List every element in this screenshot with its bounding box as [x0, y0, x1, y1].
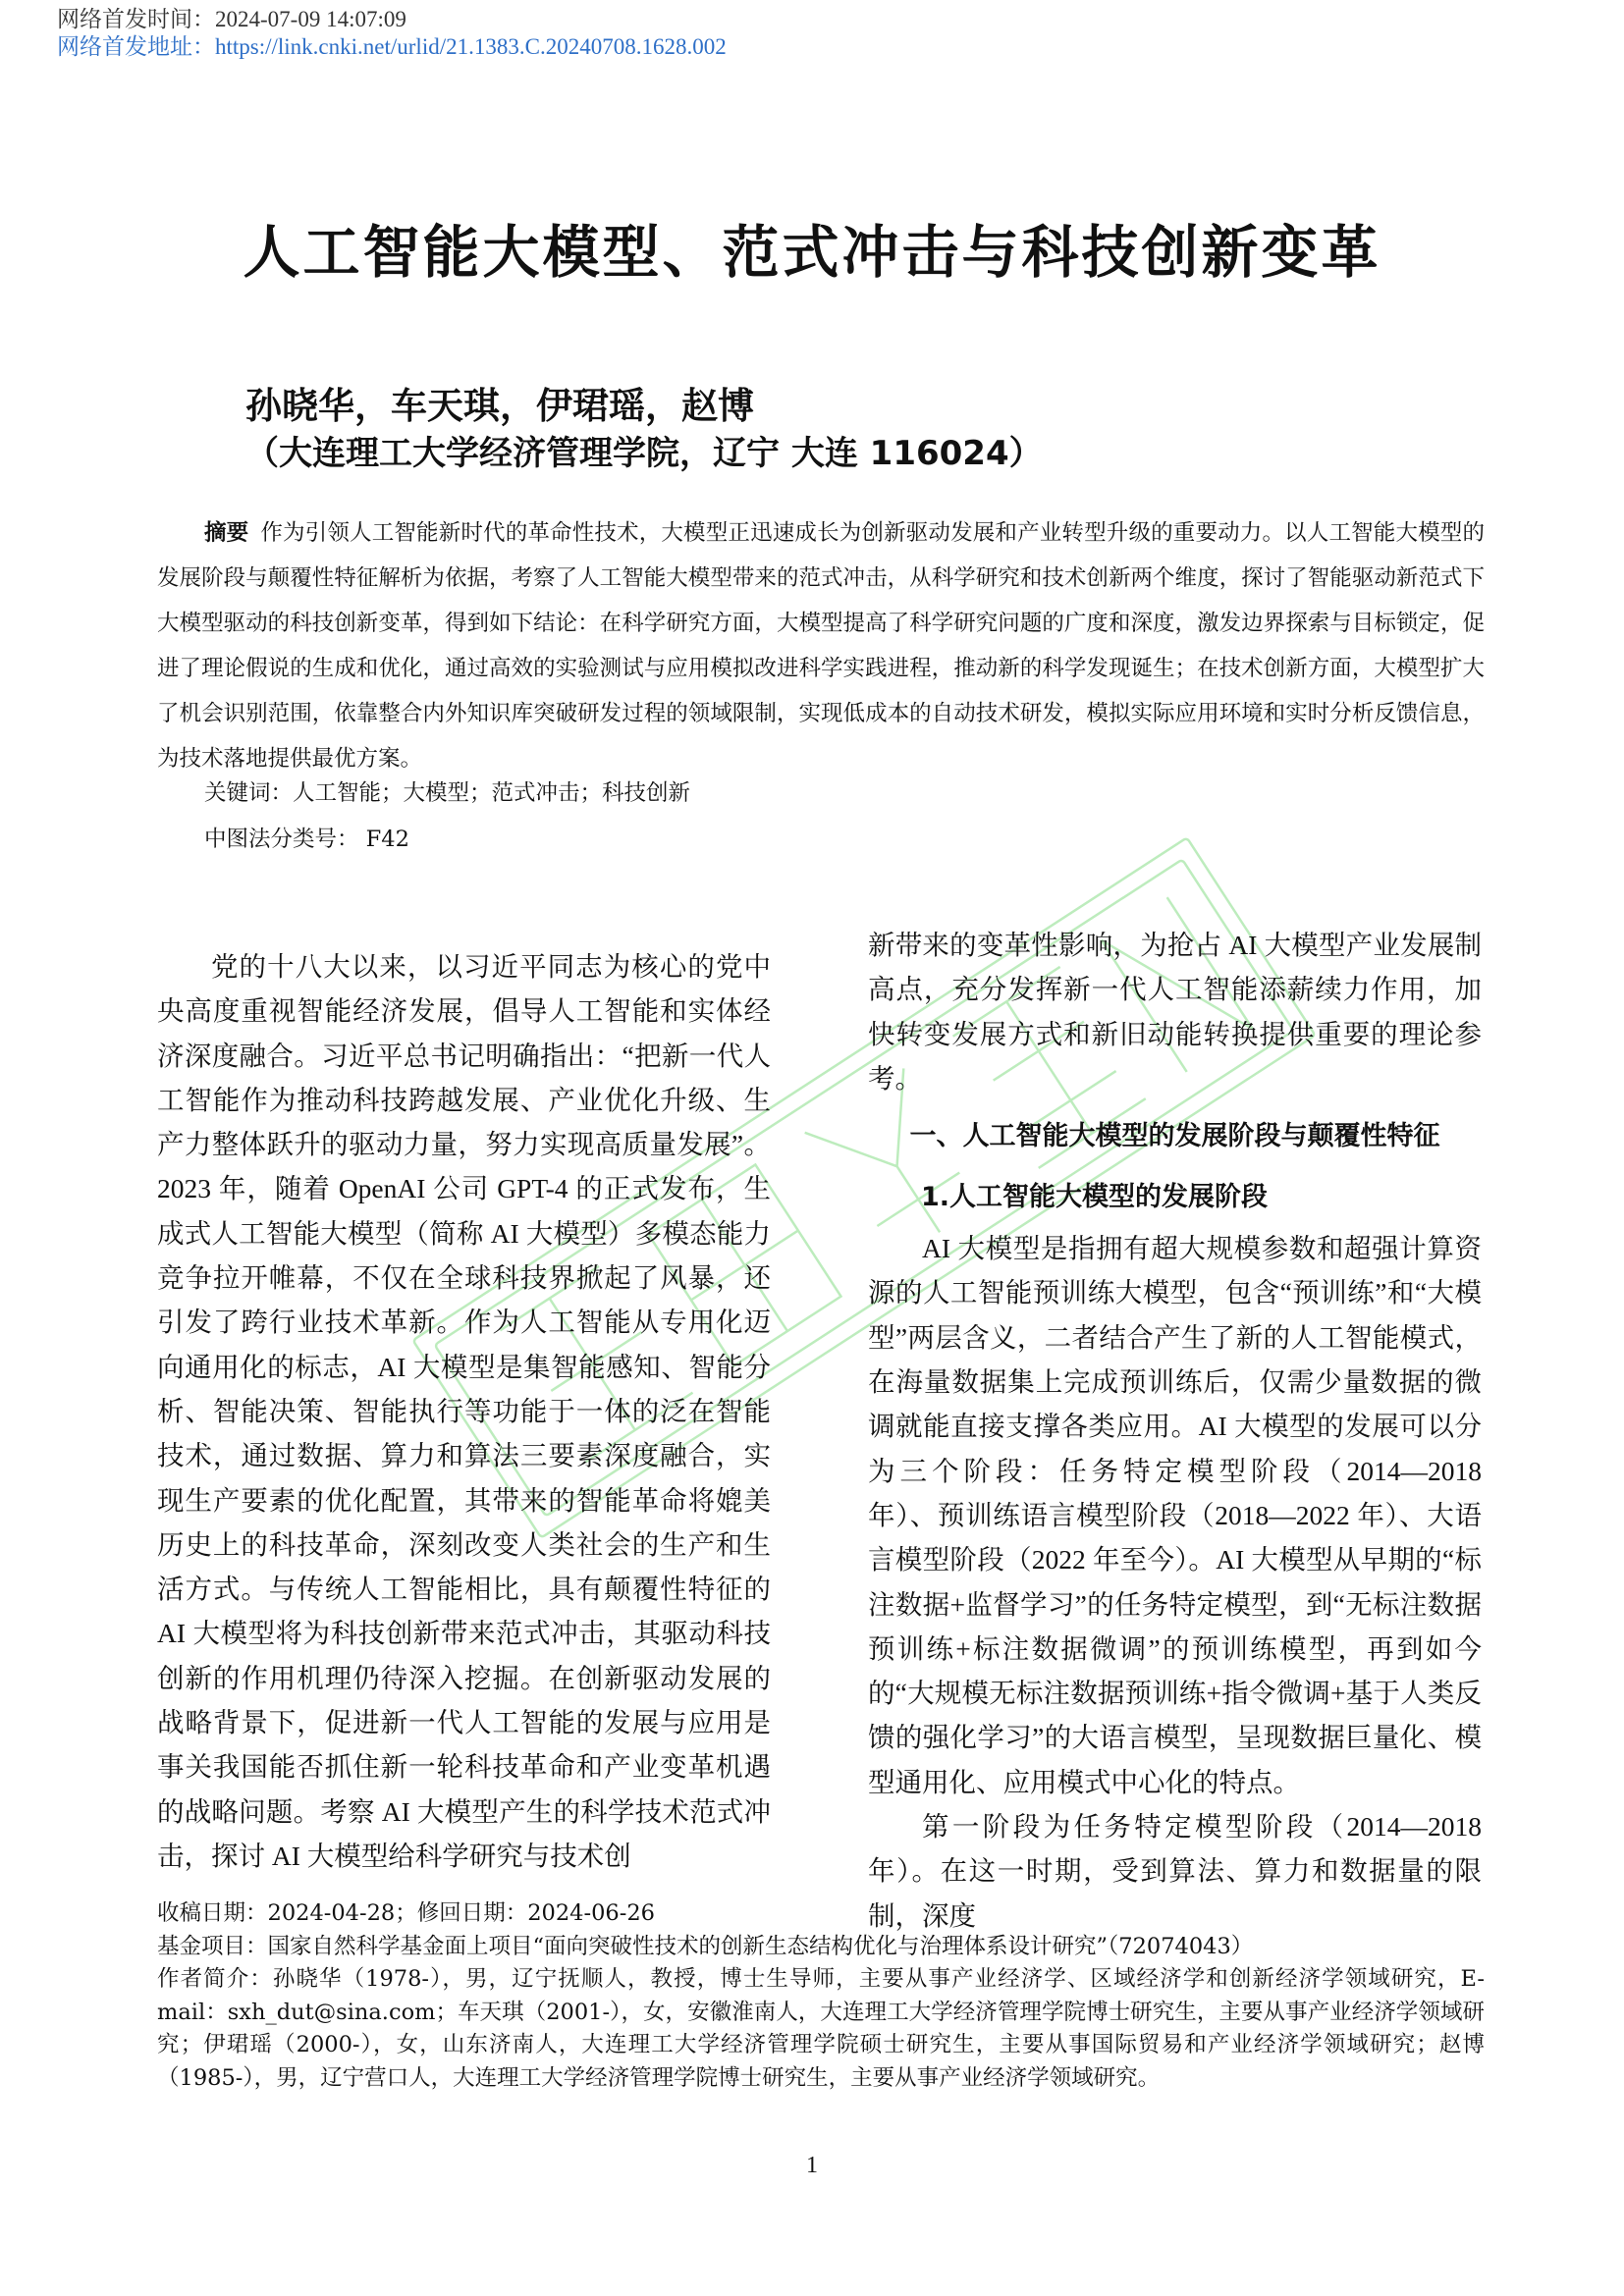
- body-paragraph: AI 大模型是指拥有超大规模参数和超强计算资源的人工智能预训练大模型，包含“预训练”和“大模型”两层含义，二者结合产生了新的人工智能模式，在海量数据集上完成预训练后，仅需少量数据的微调就能直接支撑各类应用。AI 大模型的发展可以分为三个阶段：任务特定模型阶段（2014—2018 年）、预训练语言模型阶段（2018—2022 年）、大语言模型阶段（2022 年至今）。AI 大模型从早期的“标注数据+监督学习”的任务特定模型，到“无标注数据预训练+标注数据微调”的预训练模型，再到如今的“大规模无标注数据预训练+指令微调+基于人类反馈的强化学习”的大语言模型，呈现数据巨量化、模型通用化、应用模式中心化的特点。: [868, 1233, 1482, 1797]
- publication-time: 网络首发时间：2024-07-09 14:07:09: [57, 7, 406, 31]
- footnote-fund: 基金项目：国家自然科学基金面上项目“面向突破性技术的创新生态结构优化与治理体系设计研究”（72074043）: [157, 1933, 1254, 1959]
- paper-title: 人工智能大模型、范式冲击与科技创新变革: [243, 219, 1381, 286]
- footnote-dates: 收稿日期：2024-04-28；修回日期：2024-06-26: [157, 1900, 655, 1926]
- abstract-text: 作为引领人工智能新时代的革命性技术，大模型正迅速成长为创新驱动发展和产业转型升级的重要动力。以人工智能大模型的发展阶段与颠覆性特征解析为依据，考察了人工智能大模型带来的范式冲击，从科学研究和技术创新两个维度，探讨了智能驱动新范式下大模型驱动的科技创新变革，得到如下结论：在科学研究方面，大模型提高了科学研究问题的广度和深度，激发边界探索与目标锁定，促进了理论假说的生成和优化，通过高效的实验测试与应用模拟改进科学实践进程，推动新的科学发现诞生；在技术创新方面，大模型扩大了机会识别范围，依靠整合内外知识库突破研发过程的领域限制，实现低成本的自动技术研发，模拟实际应用环境和实时分析反馈信息，为技术落地提供最优方案。: [157, 520, 1485, 772]
- body-paragraph: 第一阶段为任务特定模型阶段（2014—2018 年）。在这一时期，受到算法、算力和数据量的限制，深度: [868, 1811, 1482, 1931]
- abstract: [157, 510, 1485, 781]
- keywords: 关键词：人工智能；大模型；范式冲击；科技创新: [204, 780, 691, 806]
- body-left-column: [157, 944, 771, 1878]
- section-heading: 一、人工智能大模型的发展阶段与颠覆性特征: [909, 1121, 1440, 1152]
- footnotes: [157, 1897, 1485, 2095]
- body-paragraph: 党的十八大以来，以习近平同志为核心的党中央高度重视智能经济发展，倡导人工智能和实体经济深度融合。习近平总书记明确指出：“把新一代人工智能作为推动科技跨越发展、产业优化升级、生产力整体跃升的驱动力量，努力实现高质量发展”。2023 年，随着 OpenAI 公司 GPT-4 的正式发布，生成式人工智能大模型（简称 AI 大模型）多模态能力竞争拉开帷幕，不仅在全球科技界掀起了风暴，还引发了跨行业技术革新。作为人工智能从专用化迈向通用化的标志，AI 大模型是集智能感知、智能分析、智能决策、智能执行等功能于一体的泛在智能技术，通过数据、算力和算法三要素深度融合，实现生产要素的优化配置，其带来的智能革命将媲美历史上的科技革命，深刻改变人类社会的生产和生活方式。与传统人工智能相比，具有颠覆性特征的 AI 大模型将为科技创新带来范式冲击，其驱动科技创新的作用机理仍待深入挖掘。在创新驱动发展的战略背景下，促进新一代人工智能的发展与应用是事关我国能否抓住新一轮科技革命和产业变革机遇的战略问题。考察 AI 大模型产生的科学技术范式冲击，探讨 AI 大模型给科学研究与技术创: [157, 951, 771, 1871]
- publication-url-link[interactable]: 网络首发地址：https://link.cnki.net/urlid/21.1383.C.20240708.1628.002: [57, 34, 727, 59]
- classification-number: 中图法分类号： F42: [204, 827, 409, 852]
- author-affiliation: （大连理工大学经济管理学院，辽宁 大连 116024）: [245, 434, 1043, 473]
- footnote-author-bio: 作者简介：孙晓华（1978-），男，辽宁抚顺人，教授，博士生导师，主要从事产业经济学、区域经济学和创新经济学领域研究，E-mail：sxh_dut@sina.com；车天琪（2001-），女，安徽淮南人，大连理工大学经济管理学院博士研究生，主要从事产业经济学领域研究；伊珺瑶（2000-），女，山东济南人，大连理工大学经济管理学院硕士研究生，主要从事国际贸易和产业经济学领域研究；赵博（1985-），男，辽宁营口人，大连理工大学经济管理学院博士研究生，主要从事产业经济学领域研究。: [157, 1966, 1485, 2091]
- author-list: 孙晓华，车天琪，伊珺瑶，赵博: [245, 385, 754, 427]
- abstract-label: 摘要: [204, 520, 249, 546]
- page-number: 1: [806, 2153, 818, 2178]
- subsection-heading: 1.人工智能大模型的发展阶段: [921, 1182, 1269, 1213]
- body-paragraph: 新带来的变革性影响，为抢占 AI 大模型产业发展制高点，充分发挥新一代人工智能添薪续力作用，加快转变发展方式和新旧动能转换提供重要的理论参考。: [868, 930, 1482, 1094]
- body-right-column: [868, 923, 1482, 1938]
